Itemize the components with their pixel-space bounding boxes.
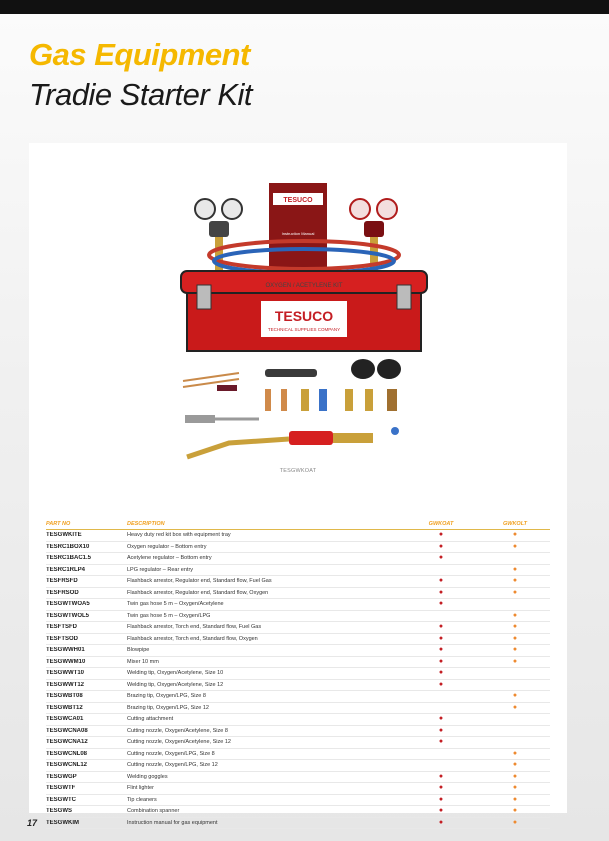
- table-row: [46, 680, 550, 692]
- gwkoat-included-dot: ●: [438, 807, 444, 815]
- gwkoat-included-dot: ●: [438, 680, 444, 688]
- part-description: Flashback arrestor, Torch end, Standard flow, Fuel Gas: [127, 624, 262, 631]
- part-description: Blowpipe: [127, 647, 150, 654]
- gwkolt-included-dot: ●: [512, 577, 518, 585]
- gwkolt-included-dot: ●: [512, 772, 518, 780]
- col-part-no: PART NO: [46, 521, 71, 527]
- part-description: Twin gas hose 5 m – Oxygen/LPG: [127, 612, 211, 619]
- image-caption: TESGWKOAT: [279, 468, 317, 474]
- gwkoat-included-dot: ●: [438, 795, 444, 803]
- part-number: TESRC1BOX10: [46, 543, 90, 550]
- part-number: TESGWCA01: [46, 716, 84, 723]
- gwkoat-included-dot: ●: [438, 634, 444, 642]
- page-title: Gas Equipment: [29, 37, 250, 72]
- gwkoat-included-dot: ●: [438, 715, 444, 723]
- gwkolt-included-dot: ●: [512, 531, 518, 539]
- table-row: [46, 772, 550, 784]
- part-number: TESGWCNL08: [46, 750, 88, 757]
- table-row: [46, 668, 550, 680]
- table-row: [46, 691, 550, 703]
- part-number: TESFTSFD: [46, 624, 77, 631]
- part-number: TESFTSOD: [46, 635, 79, 642]
- part-description: Flashback arrestor, Regulator end, Standard flow, Fuel Gas: [127, 578, 272, 585]
- table-row: [46, 737, 550, 749]
- gwkoat-included-dot: ●: [438, 818, 444, 826]
- part-number: TESGWCNA12: [46, 739, 88, 746]
- part-description: Brazing tip, Oxygen/LPG, Size 8: [127, 693, 206, 700]
- gwkoat-included-dot: ●: [438, 588, 444, 596]
- part-number: TESGWBT08: [46, 693, 83, 700]
- svg-text:TECHNICAL SUPPLIES COMPANY: TECHNICAL SUPPLIES COMPANY: [267, 327, 341, 332]
- gwkolt-included-dot: ●: [512, 692, 518, 700]
- part-number: TESGWS: [46, 808, 73, 815]
- part-description: Welding tip, Oxygen/Acetylene, Size 10: [127, 670, 224, 677]
- gwkoat-included-dot: ●: [438, 772, 444, 780]
- gwkolt-included-dot: ●: [512, 795, 518, 803]
- part-description: Brazing tip, Oxygen/LPG, Size 12: [127, 704, 209, 711]
- part-number: TESGWKIM: [46, 819, 79, 826]
- part-description: Instruction manual for gas equipment: [127, 819, 218, 826]
- part-number: TESGWGP: [46, 773, 77, 780]
- kit-photo: [169, 173, 439, 473]
- gwkolt-included-dot: ●: [512, 634, 518, 642]
- gwkoat-included-dot: ●: [438, 646, 444, 654]
- part-description: Cutting nozzle, Oxygen/LPG, Size 12: [127, 762, 218, 769]
- table-row: [46, 806, 550, 818]
- part-description: Heavy duty red kit box with equipment tray: [127, 532, 231, 539]
- table-row: [46, 657, 550, 669]
- gwkoat-included-dot: ●: [438, 531, 444, 539]
- part-description: Mixer 10 mm: [127, 658, 159, 665]
- gwkolt-included-dot: ●: [512, 703, 518, 711]
- gwkolt-included-dot: ●: [512, 807, 518, 815]
- instruction-manual-image: [269, 183, 327, 275]
- table-row: [46, 749, 550, 761]
- table-row: [46, 703, 550, 715]
- svg-text:OXYGEN / ACETYLENE KIT: OXYGEN / ACETYLENE KIT: [265, 283, 343, 289]
- gwkolt-included-dot: ●: [512, 611, 518, 619]
- gwkolt-included-dot: ●: [512, 565, 518, 573]
- gwkoat-included-dot: ●: [438, 738, 444, 746]
- gwkoat-included-dot: ●: [438, 542, 444, 550]
- gwkoat-included-dot: ●: [438, 784, 444, 792]
- part-number: TESGWBT12: [46, 704, 83, 711]
- part-number: TESGWWH01: [46, 647, 85, 654]
- part-number: TESGWCNA08: [46, 727, 88, 734]
- part-number: TESGWWT12: [46, 681, 85, 688]
- table-row: [46, 726, 550, 738]
- gwkolt-included-dot: ●: [512, 761, 518, 769]
- part-number: TESGWWM10: [46, 658, 86, 665]
- part-description: Cutting attachment: [127, 716, 174, 723]
- table-row: [46, 530, 550, 542]
- table-row: [46, 542, 550, 554]
- part-description: Welding goggles: [127, 773, 168, 780]
- part-description: Cutting nozzle, Oxygen/Acetylene, Size 12: [127, 739, 231, 746]
- page-number: 17: [27, 818, 38, 828]
- part-number: TESRC1RLP4: [46, 566, 86, 573]
- gwkolt-included-dot: ●: [512, 623, 518, 631]
- part-number: TESFRSOD: [46, 589, 79, 596]
- part-number: TESGWTF: [46, 785, 76, 792]
- page-subtitle: Tradie Starter Kit: [29, 77, 253, 112]
- part-number: TESFRSFD: [46, 578, 78, 585]
- table-row: [46, 645, 550, 657]
- col-gwkolt: GWKOLT: [502, 521, 528, 527]
- part-number: TESGWWT10: [46, 670, 85, 677]
- part-number: TESGWKITE: [46, 532, 82, 539]
- table-row: [46, 634, 550, 646]
- part-description: LPG regulator – Rear entry: [127, 566, 194, 573]
- gwkolt-included-dot: ●: [512, 749, 518, 757]
- gwkolt-included-dot: ●: [512, 784, 518, 792]
- table-row: [46, 565, 550, 577]
- gwkolt-included-dot: ●: [512, 657, 518, 665]
- svg-text:TESUCO: TESUCO: [283, 197, 313, 204]
- gwkoat-included-dot: ●: [438, 726, 444, 734]
- gwkoat-included-dot: ●: [438, 577, 444, 585]
- gwkolt-included-dot: ●: [512, 646, 518, 654]
- parts-table: [46, 519, 550, 829]
- table-row: [46, 588, 550, 600]
- top-black-bar: [0, 0, 609, 14]
- gwkoat-included-dot: ●: [438, 669, 444, 677]
- part-description: Flashback arrestor, Torch end, Standard flow, Oxygen: [127, 635, 258, 642]
- part-description: Acetylene regulator – Bottom entry: [127, 555, 212, 562]
- table-row: [46, 622, 550, 634]
- part-description: Flint lighter: [127, 785, 154, 792]
- table-row: [46, 553, 550, 565]
- col-description: DESCRIPTION: [127, 521, 165, 527]
- part-number: TESGWTWOL5: [46, 612, 89, 619]
- svg-text:TESUCO: TESUCO: [274, 308, 334, 324]
- table-row: [46, 760, 550, 772]
- part-description: Cutting nozzle, Oxygen/Acetylene, Size 8: [127, 727, 228, 734]
- part-description: Oxygen regulator – Bottom entry: [127, 543, 207, 550]
- table-row: [46, 576, 550, 588]
- col-gwkoat: GWKOAT: [428, 521, 454, 527]
- gwkoat-included-dot: ●: [438, 600, 444, 608]
- part-number: TESGWCNL12: [46, 762, 88, 769]
- table-header: [46, 519, 550, 530]
- part-number: TESGWTWOA5: [46, 601, 90, 608]
- table-row: [46, 714, 550, 726]
- table-row: [46, 783, 550, 795]
- part-description: Cutting nozzle, Oxygen/LPG, Size 8: [127, 750, 215, 757]
- red-kit-box-image: [181, 271, 427, 351]
- gwkoat-included-dot: ●: [438, 554, 444, 562]
- gwkolt-included-dot: ●: [512, 542, 518, 550]
- part-number: TESRC1BAC1.5: [46, 555, 92, 562]
- table-row: [46, 818, 550, 830]
- part-description: Combination spanner: [127, 808, 180, 815]
- accessories-image: [183, 359, 401, 457]
- part-description: Twin gas hose 5 m – Oxygen/Acetylene: [127, 601, 224, 608]
- part-description: Welding tip, Oxygen/Acetylene, Size 12: [127, 681, 224, 688]
- table-row: [46, 599, 550, 611]
- gwkoat-included-dot: ●: [438, 657, 444, 665]
- table-row: [46, 795, 550, 807]
- svg-text:Instruction Manual: Instruction Manual: [281, 231, 315, 236]
- table-row: [46, 611, 550, 623]
- gwkoat-included-dot: ●: [438, 623, 444, 631]
- part-description: Tip cleaners: [127, 796, 157, 803]
- part-description: Flashback arrestor, Regulator end, Standard flow, Oxygen: [127, 589, 269, 596]
- gwkolt-included-dot: ●: [512, 588, 518, 596]
- gwkolt-included-dot: ●: [512, 818, 518, 826]
- part-number: TESGWTC: [46, 796, 76, 803]
